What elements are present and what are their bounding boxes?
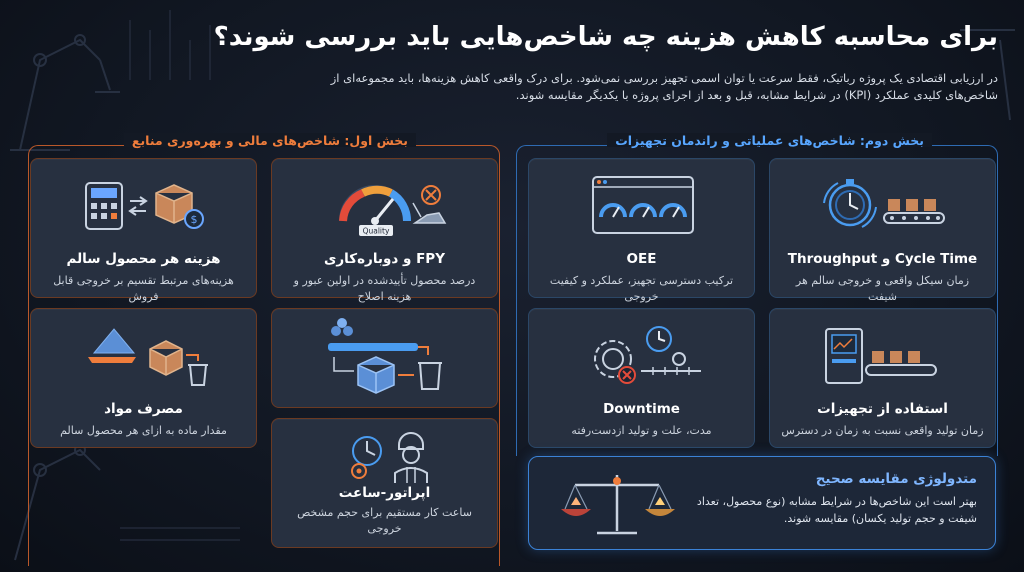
kpi-description: ترکیب دسترسی تجهیز، عملکرد و کیفیت خروجی [549,274,734,303]
methodology-box [528,456,996,550]
financial-section-heading: بخش اول: شاخص‌های مالی و بهره‌وری منابع [124,133,416,147]
kpi-description: مقدار ماده به ازای هر محصول سالم [60,424,227,437]
kpi-description: ساعت کار مستقیم برای حجم مشخص خروجی [297,506,472,535]
kpi-card-cost-per-good-unit [30,158,257,303]
kpi-title: اپراتور-ساعت [338,485,431,501]
kpi-card-operator-hours [271,418,498,548]
machine-monitor-icon [770,323,995,395]
kpi-title: مصرف مواد [104,401,183,417]
balance-scale-icon [557,469,677,543]
kpi-card-oee [528,158,755,303]
methodology-description: بهتر است این شاخص‌ها در شرایط مشابه (نوع محصول، تعداد شیفت و حجم تولید یکسان) مقایسه شوند. [696,495,977,525]
kpi-title: استفاده از تجهیزات [817,401,948,417]
kpi-card-fpy-rework [271,158,498,303]
svg-text:$: $ [190,213,197,226]
kpi-card-cycle-time [769,158,996,303]
process-flow-bin-icon [272,317,497,389]
kpi-title: هزینه هر محصول سالم [66,251,221,267]
kpi-card-material-usage [30,308,257,448]
kpi-card-equipment-utilization [769,308,996,448]
kpi-card-process-flow [271,308,498,408]
dashboard-gauges-icon [529,173,754,245]
kpi-title: Cycle Time و Throughput [787,251,978,267]
kpi-title: Downtime [603,401,680,417]
quality-gauge-icon [272,173,497,245]
intro-paragraph: در ارزیابی اقتصادی یک پروژه رباتیک، فقط سرعت یا توان اسمی تجهیز بررسی نمی‌شود. برای درک واقعی کاهش هزینه‌ها، باید مجموعه‌ای از شاخص‌های کلیدی عملکرد (KPI) در شرایط مشابه، قبل و بعد از اجرای پروژه با یکدیگر مقایسه شوند. [330,71,998,102]
material-waste-icon [31,323,256,395]
operational-section-heading: بخش دوم: شاخص‌های عملیاتی و راندمان تجهیزات [607,133,932,147]
gear-clock-timeline-icon [529,323,754,395]
stopwatch-conveyor-icon [770,173,995,245]
calculator-box-coin-icon [31,173,256,245]
kpi-title: OEE [626,251,657,267]
kpi-card-downtime [528,308,755,448]
page-title: برای محاسبه کاهش هزینه چه شاخص‌هایی باید بررسی شوند؟ [213,22,998,52]
kpi-description: درصد محصول تأییدشده در اولین عبور و هزینه اصلاح [293,274,476,303]
methodology-title: متدولوژی مقایسه صحیح [815,471,977,487]
kpi-description: زمان تولید واقعی نسبت به زمان در دسترس [781,424,984,437]
quality-label: Quality [362,226,389,236]
kpi-description: زمان سیکل واقعی و خروجی سالم هر شیفت [795,274,970,303]
kpi-description: هزینه‌های مرتبط تقسیم بر خروجی قابل فروش [53,274,234,303]
kpi-title: FPY و دوباره‌کاری [324,251,445,267]
kpi-description: مدت، علت و تولید ازدست‌رفته [571,424,712,437]
